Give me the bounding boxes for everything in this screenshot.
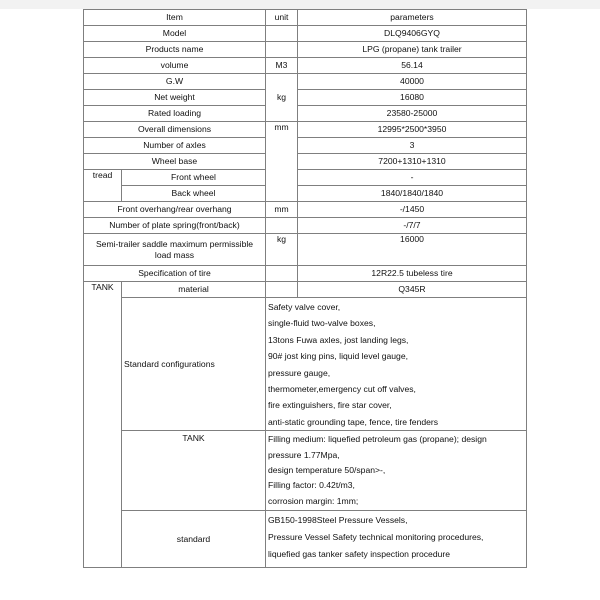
value-net-weight: 16080 bbox=[298, 90, 527, 106]
label-gw: G.W bbox=[84, 74, 266, 90]
unit-empty bbox=[266, 26, 298, 42]
top-strip bbox=[0, 0, 600, 9]
row-overhang bbox=[84, 202, 527, 218]
unit-empty bbox=[266, 218, 298, 234]
tank-spec-line: design temperature 50/span>-, bbox=[268, 465, 386, 476]
label-plate-spring: Number of plate spring(front/back) bbox=[84, 218, 266, 234]
unit-overhang: mm bbox=[266, 202, 298, 218]
row-model bbox=[84, 26, 527, 42]
row-net-weight bbox=[84, 90, 527, 106]
value-model: DLQ9406GYQ bbox=[298, 26, 527, 42]
row-tank-spec bbox=[84, 431, 527, 511]
value-products-name: LPG (propane) tank trailer bbox=[298, 42, 527, 58]
value-tank-spec bbox=[266, 431, 527, 511]
value-overall-dimensions: 12995*2500*3950 bbox=[298, 122, 527, 138]
spec-table bbox=[83, 9, 527, 568]
value-gw: 40000 bbox=[298, 74, 527, 90]
value-material: Q345R bbox=[298, 282, 527, 298]
row-tire bbox=[84, 266, 527, 282]
label-tire: Specification of tire bbox=[84, 266, 266, 282]
unit-saddle: kg bbox=[266, 234, 298, 266]
value-back-wheel: 1840/1840/1840 bbox=[298, 186, 527, 202]
tank-spec-line: pressure 1.77Mpa, bbox=[268, 449, 340, 460]
value-wheel-base: 7200+1310+1310 bbox=[298, 154, 527, 170]
label-material: material bbox=[122, 282, 266, 298]
label-overhang: Front overhang/rear overhang bbox=[84, 202, 266, 218]
value-number-of-axles: 3 bbox=[298, 138, 527, 154]
row-standard bbox=[84, 511, 527, 568]
label-saddle bbox=[84, 234, 266, 266]
value-standard-configurations bbox=[266, 298, 527, 431]
label-tread: tread bbox=[84, 170, 122, 202]
label-overall-dimensions: Overall dimensions bbox=[84, 122, 266, 138]
value-plate-spring: -/7/7 bbox=[298, 218, 527, 234]
label-number-of-axles: Number of axles bbox=[84, 138, 266, 154]
config-line: anti-static grounding tape, fence, tire fenders bbox=[268, 416, 439, 427]
value-overhang: -/1450 bbox=[298, 202, 527, 218]
unit-empty bbox=[266, 42, 298, 58]
config-line: 13tons Fuwa axles, jost landing legs, bbox=[268, 334, 409, 345]
label-tank-spec: TANK bbox=[122, 431, 266, 511]
label-model: Model bbox=[84, 26, 266, 42]
tank-spec-line: Filling medium: liquefied petroleum gas (propane); design bbox=[268, 434, 487, 445]
config-line: pressure gauge, bbox=[268, 367, 331, 378]
config-line: 90# jost king pins, liquid level gauge, bbox=[268, 351, 408, 362]
config-line: single-fluid two-valve boxes, bbox=[268, 318, 376, 329]
row-gw bbox=[84, 74, 527, 90]
row-rated-loading bbox=[84, 106, 527, 122]
standard-line: Pressure Vessel Safety technical monitoring procedures, bbox=[268, 531, 484, 542]
label-standard: standard bbox=[122, 511, 266, 568]
unit-empty bbox=[266, 282, 298, 298]
config-line: fire extinguishers, fire star cover, bbox=[268, 400, 392, 411]
tank-spec-line: Filling factor: 0.42t/m3, bbox=[268, 480, 355, 491]
value-front-wheel: - bbox=[298, 170, 527, 186]
row-standard-configurations bbox=[84, 298, 527, 431]
label-products-name: Products name bbox=[84, 42, 266, 58]
value-tire: 12R22.5 tubeless tire bbox=[298, 266, 527, 282]
label-saddle-line2: load mass bbox=[154, 249, 195, 260]
row-number-of-axles bbox=[84, 138, 527, 154]
row-products-name bbox=[84, 42, 527, 58]
header-unit: unit bbox=[266, 10, 298, 26]
standard-line: liquefied gas tanker safety inspection procedure bbox=[268, 548, 451, 559]
row-plate-spring bbox=[84, 218, 527, 234]
header-parameters: parameters bbox=[298, 10, 527, 26]
row-material bbox=[84, 282, 527, 298]
unit-empty bbox=[266, 266, 298, 282]
unit-volume: M3 bbox=[266, 58, 298, 74]
unit-kg: kg bbox=[266, 74, 298, 122]
tank-spec-line: corrosion margin: 1mm; bbox=[268, 495, 359, 506]
row-volume bbox=[84, 58, 527, 74]
header-row bbox=[84, 10, 527, 26]
label-front-wheel: Front wheel bbox=[122, 170, 266, 186]
header-item: Item bbox=[84, 10, 266, 26]
label-rated-loading: Rated loading bbox=[84, 106, 266, 122]
row-saddle bbox=[84, 234, 527, 266]
value-volume: 56.14 bbox=[298, 58, 527, 74]
unit-mm: mm bbox=[266, 122, 298, 202]
value-saddle: 16000 bbox=[298, 234, 527, 266]
label-saddle-line1: Semi-trailer saddle maximum permissible bbox=[95, 238, 254, 249]
label-net-weight: Net weight bbox=[84, 90, 266, 106]
config-line: Safety valve cover, bbox=[268, 302, 341, 312]
config-line: thermometer,emergency cut off valves, bbox=[268, 384, 416, 395]
label-back-wheel: Back wheel bbox=[122, 186, 266, 202]
label-wheel-base: Wheel base bbox=[84, 154, 266, 170]
label-tank-group: TANK bbox=[84, 282, 122, 568]
standard-line: GB150-1998Steel Pressure Vessels, bbox=[268, 515, 408, 526]
row-front-wheel bbox=[84, 170, 527, 186]
label-volume: volume bbox=[84, 58, 266, 74]
label-standard-configurations: Standard configurations bbox=[122, 298, 266, 431]
row-back-wheel bbox=[84, 186, 527, 202]
value-standard bbox=[266, 511, 527, 568]
row-overall-dimensions bbox=[84, 122, 527, 138]
value-rated-loading: 23580-25000 bbox=[298, 106, 527, 122]
row-wheel-base bbox=[84, 154, 527, 170]
